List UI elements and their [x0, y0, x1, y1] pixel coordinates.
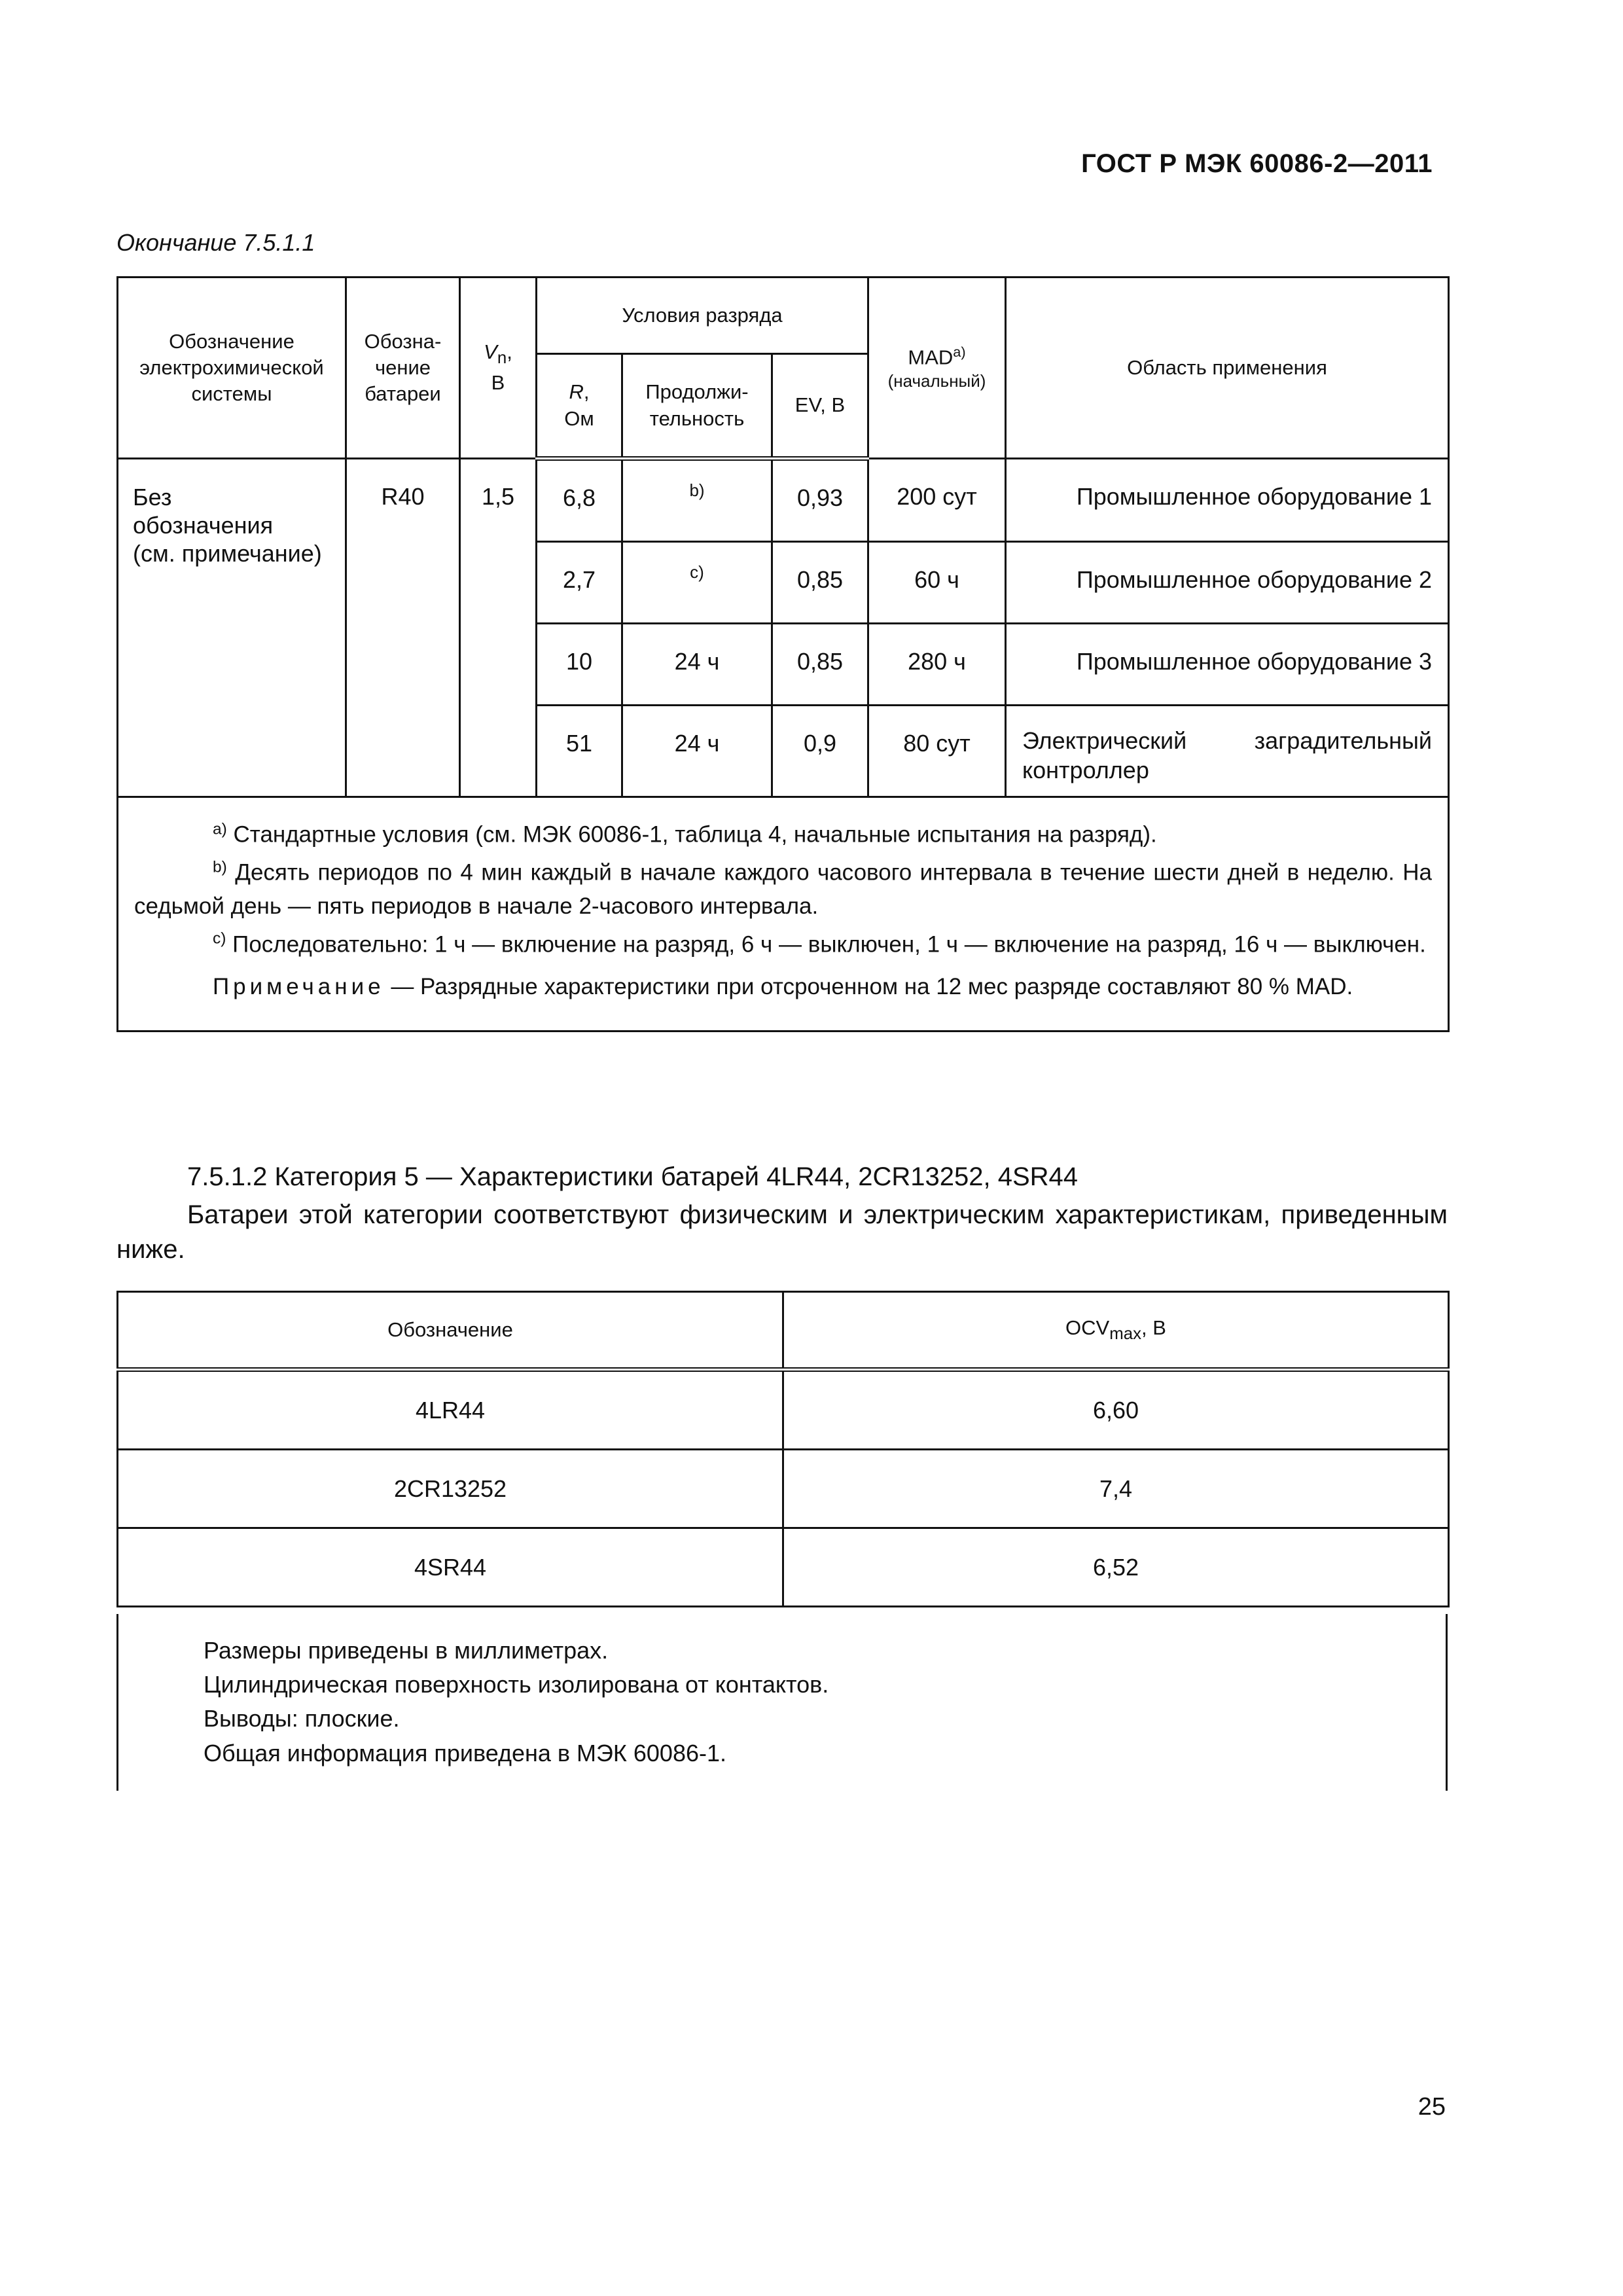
footnote-b: $^{b)}$ Десять периодов по 4 мин каждый в начале каждого часового интервала в течение шести дней в неделю. На седьмой день — пять периодов в начале 2-часового интервала. [134, 858, 1432, 919]
page-number: 25 [1418, 2093, 1446, 2121]
mad-cell: 200 сут [868, 459, 1006, 542]
ocv-cell: 7,4 [783, 1450, 1449, 1528]
mad-cell: 280 ч [868, 624, 1006, 706]
table-row [118, 1370, 1449, 1450]
header-application: Область применения [1006, 278, 1449, 459]
mad-cell: 80 сут [868, 706, 1006, 797]
discharge-conditions-table [116, 276, 1450, 1032]
note-line: Цилиндрическая поверхность изолирована от контактов. [204, 1671, 829, 1698]
resistance-cell: 51 [537, 706, 622, 797]
note-line: Общая информация приведена в МЭК 60086-1. [204, 1739, 726, 1767]
header-ocv: $OCV_{max}$, В [783, 1292, 1449, 1370]
table-row [118, 459, 1449, 542]
footnote-c: $^{c)}$ Последовательно: 1 ч — включение на разряд, 6 ч — выключен, 1 ч — включение на разряд, 16 ч — выключен. [213, 929, 1426, 958]
footnote-a: $^{a)}$ Стандартные условия (см. МЭК 60086-1, таблица 4, начальные испытания на разряд). [213, 820, 1157, 848]
continuation-label: Окончание 7.5.1.1 [116, 229, 315, 256]
application-cell: Промышленное оборудование 2 [1006, 542, 1449, 624]
ocv-cell: 6,52 [783, 1528, 1449, 1607]
section-heading: 7.5.1.2 Категория 5 — Характеристики батарей 4LR44, 2CR13252, 4SR44 [187, 1162, 1079, 1191]
header-duration: Продолжи- тельность [622, 354, 772, 459]
end-voltage-cell: 0,93 [772, 459, 868, 542]
resistance-cell: 6,8 [537, 459, 622, 542]
system-cell: Без обозначения (см. примечание) [118, 459, 346, 797]
battery-cell: R40 [346, 459, 460, 797]
resistance-cell: 10 [537, 624, 622, 706]
document-header: ГОСТ Р МЭК 60086-2—2011 [1081, 149, 1433, 178]
duration-cell: 24 ч [622, 706, 772, 797]
ocv-cell: 6,60 [783, 1370, 1449, 1450]
header-discharge-conditions: Условия разряда [537, 278, 868, 354]
designation-cell: 2CR13252 [118, 1450, 783, 1528]
end-voltage-cell: 0,9 [772, 706, 868, 797]
table-row [118, 1450, 1449, 1528]
duration-cell: b) [622, 459, 772, 542]
application-cell: Промышленное оборудование 1 [1006, 459, 1449, 542]
header-mad: MAD$^{a)}$ (начальный) [868, 278, 1006, 459]
header-resistance: R, Ом [537, 354, 622, 459]
table-row [118, 1528, 1449, 1607]
section-text: Батареи этой категории соответствуют физическим и электрическим характеристикам, приведенным ниже. [116, 1200, 1448, 1265]
ocv-table [116, 1291, 1450, 1607]
voltage-cell: 1,5 [460, 459, 537, 797]
end-voltage-cell: 0,85 [772, 542, 868, 624]
designation-cell: 4SR44 [118, 1528, 783, 1607]
header-battery: Обозна- чение батареи [346, 278, 460, 459]
battery-notes [116, 1614, 1448, 1791]
note-line: Размеры приведены в миллиметрах. [204, 1637, 609, 1664]
header-designation: Обозначение [118, 1292, 783, 1370]
table-note: Примечание — Разрядные характеристики при отсроченном на 12 мес разряде составляют 80 % MAD. [213, 973, 1353, 999]
resistance-cell: 2,7 [537, 542, 622, 624]
duration-cell: 24 ч [622, 624, 772, 706]
application-cell: Промышленное оборудование 3 [1006, 624, 1449, 706]
header-end-voltage: EV, В [772, 354, 868, 459]
duration-cell: c) [622, 542, 772, 624]
table-footnotes [118, 797, 1449, 1031]
header-system: Обозначение электрохимической системы [118, 278, 346, 459]
end-voltage-cell: 0,85 [772, 624, 868, 706]
application-cell: Электрический заградительный контроллер [1006, 706, 1449, 797]
designation-cell: 4LR44 [118, 1370, 783, 1450]
mad-cell: 60 ч [868, 542, 1006, 624]
header-nominal-voltage: $V_n$, В [460, 278, 537, 459]
note-line: Выводы: плоские. [204, 1705, 400, 1732]
